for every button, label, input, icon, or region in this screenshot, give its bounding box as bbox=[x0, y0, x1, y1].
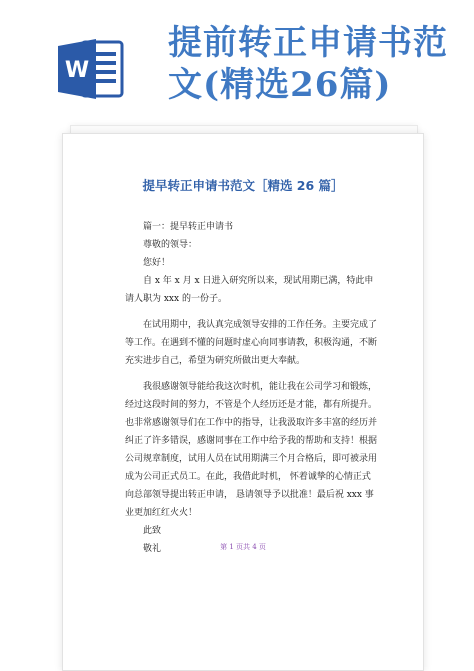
paragraph-2: 在试用期中，我认真完成领导安排的工作任务。主要完成了等工作。在遇到不懂的问题时虚心向同事请教，积极沟通，不断充实进步自己，希望为研究所做出更大奉献。 bbox=[125, 320, 378, 366]
document-page bbox=[62, 133, 424, 671]
document-body bbox=[125, 218, 377, 558]
svg-text:W: W bbox=[64, 58, 90, 83]
word-icon bbox=[56, 34, 126, 104]
section-heading: 篇一：提早转正申请书 bbox=[143, 222, 234, 232]
page-footer: 第 1 页共 4 页 bbox=[220, 543, 266, 551]
closing-1: 此致 bbox=[143, 526, 162, 536]
salutation: 尊敬的领导： bbox=[143, 240, 198, 250]
paragraph-1: 自 x 年 x 月 x 日进入研究所以来，现试用期已满，特此申请人职为 xxx 的一份子。 bbox=[125, 276, 374, 304]
closing-2: 敬礼 bbox=[143, 544, 162, 554]
greeting: 您好！ bbox=[143, 258, 171, 268]
document-preview bbox=[62, 125, 424, 669]
banner-header bbox=[0, 0, 474, 125]
document-title: 提早转正申请书范文［精选 26 篇］ bbox=[142, 178, 344, 193]
paragraph-3: 我很感谢领导能给我这次时机，能让我在公司学习和锻炼，经过这段时间的努力，不管是个人经历还是才能，都有所提升。也非常感谢领导们在工作中的指导，让我汲取许多丰富的经历并纠正了许多错误，感谢同事在工作中给予我的帮助和支持！根据公司规章制度，试用人员在试用期满三个月合格后，即可被录用成为公司正式员工。在此，我借此时机， 怀着诚挚的心情正式向总部领导提出转正申请， 恳请领导予以批准！最后祝 xxx 事业更加红红火火！ bbox=[125, 382, 378, 518]
page-title: 提前转正申请书范文(精选26篇) bbox=[168, 23, 448, 105]
